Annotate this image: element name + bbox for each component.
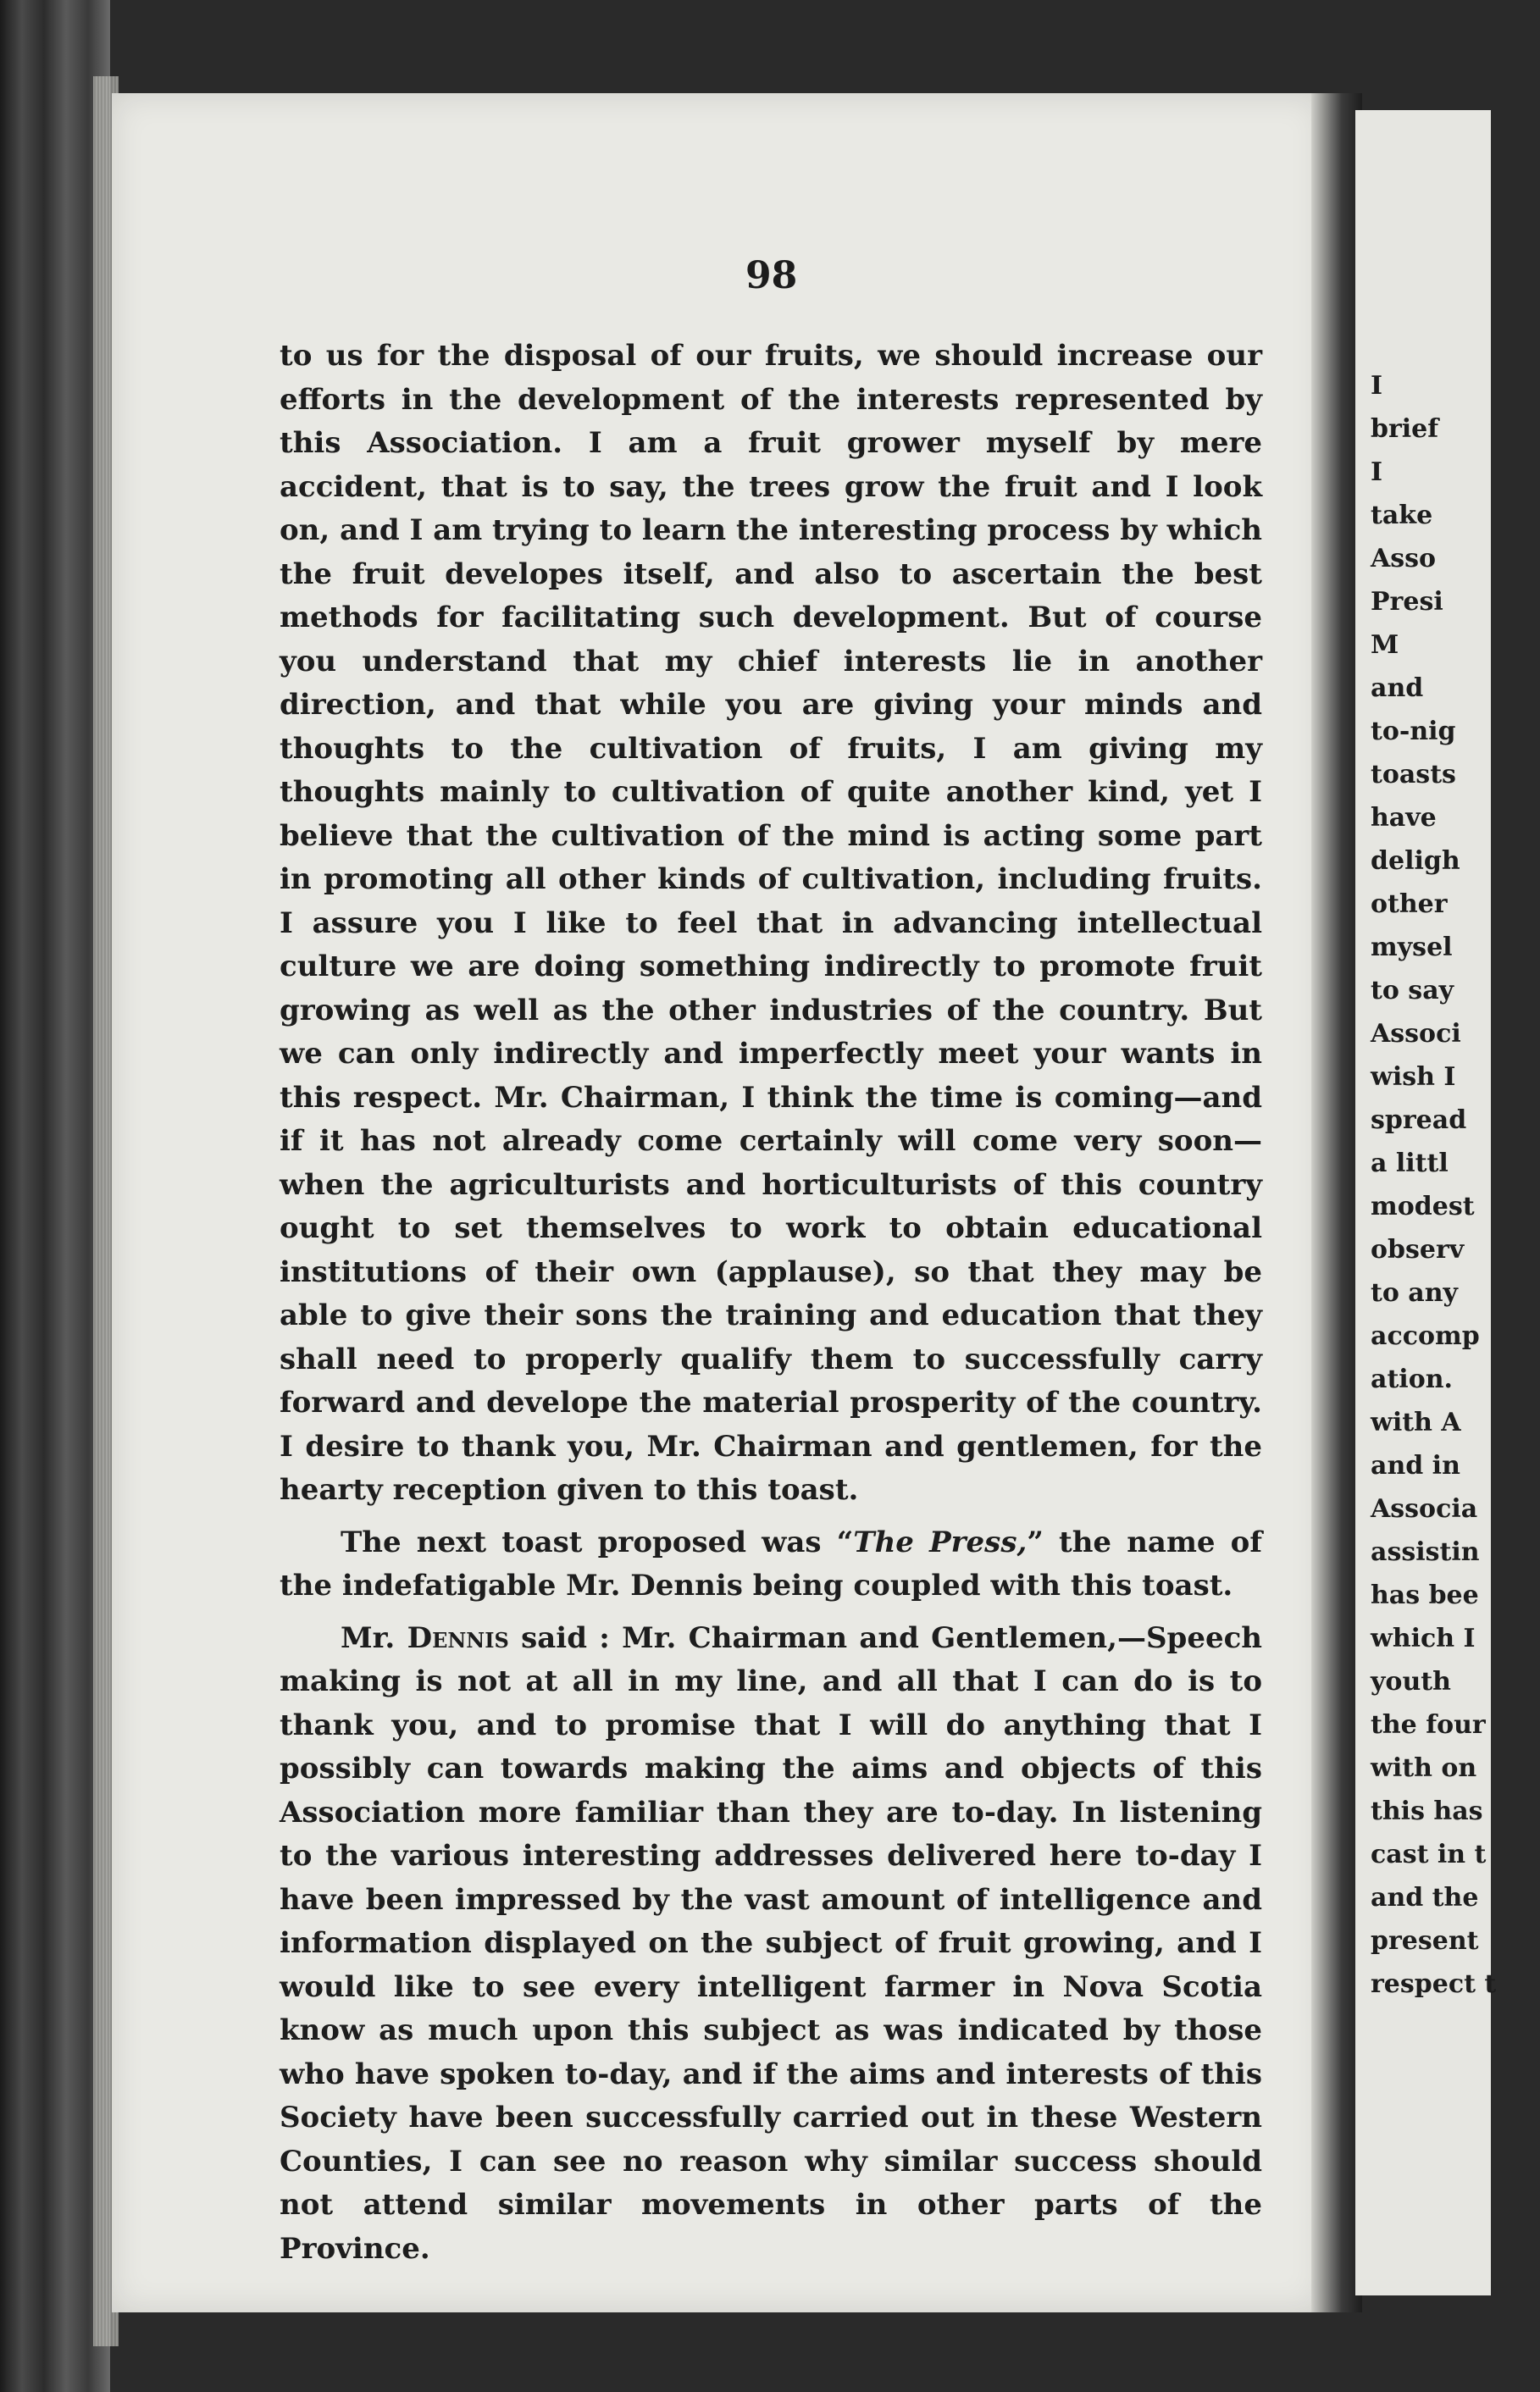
- page-number: 98: [745, 254, 798, 297]
- facing-page-line: I: [1371, 457, 1383, 487]
- facing-page-line: take: [1371, 501, 1433, 530]
- facing-page-line: this has: [1371, 1797, 1483, 1826]
- facing-page-text: [1371, 364, 1540, 2006]
- facing-page-edge: [1355, 110, 1497, 2295]
- facing-page-line: and the: [1371, 1883, 1479, 1913]
- facing-page-line: other: [1371, 889, 1448, 919]
- facing-page-line: youth: [1371, 1667, 1451, 1697]
- facing-page-line: deligh: [1371, 846, 1460, 876]
- facing-page-line: spread: [1371, 1105, 1467, 1135]
- speaker-name: Dennis: [407, 1620, 509, 1655]
- facing-page-line: toasts: [1371, 760, 1456, 789]
- facing-page-line: a littl: [1371, 1149, 1449, 1178]
- facing-page-line: present: [1371, 1926, 1479, 1956]
- facing-page-line: Asso: [1371, 544, 1437, 573]
- facing-page-line: the four: [1371, 1710, 1486, 1740]
- facing-page-line: which I: [1371, 1624, 1476, 1653]
- paragraph-1: to us for the disposal of our fruits, we should increase our efforts in the development of the interests represented by this Association. I am a fruit grower myself by mere accident, that is to say, the trees grow the fruit and I look on, and I am trying to learn the interesting process by which the fruit developes itself, and also to ascertain the best methods for facilitating such development. But of course you understand that my chief interests lie in another direction, and that while you are giving your minds and thoughts to the cultivation of fruits, I am giving my thoughts mainly to cultivation of quite another kind, yet I believe that the cultivation of the mind is acting some part in promoting all other kinds of cultivation, including fruits. I assure you I like to feel that in advancing intellectual culture we are doing something indirectly to promote fruit growing as well as the other industries of the country. But we can only indirectly and imperfectly meet your wants in this respect. Mr. Chairman, I think the time is coming—and if it has not already come certainly will come very soon—when the agriculturists and horticulturists of this country ought to set themselves to work to obtain educational institutions of their own (applause), so that they may be able to give their sons the training and education that they shall need to properly qualify them to successfully carry forward and develope the material prosperity of the country. I desire to thank you, Mr. Chairman and gentlemen, for the hearty reception given to this toast.: [280, 339, 1262, 1507]
- facing-page-line: to say: [1371, 976, 1454, 1005]
- facing-page-line: Presi: [1371, 587, 1443, 617]
- facing-page-line: mysel: [1371, 933, 1453, 962]
- facing-page-line: Associ: [1371, 1019, 1461, 1049]
- speaker-prefix: Mr.: [341, 1620, 407, 1655]
- facing-page-line: M: [1371, 630, 1399, 660]
- facing-page-line: with A: [1371, 1408, 1461, 1437]
- paragraph-3: [280, 1617, 1262, 2272]
- toast-title: The Press,: [853, 1525, 1028, 1559]
- facing-page-line: to-nig: [1371, 717, 1456, 746]
- paragraph-2-rest: ” the name of the indefatigable Mr. Dennis being coupled with this toast.: [280, 1525, 1262, 1603]
- facing-page-line: ation.: [1371, 1365, 1453, 1394]
- facing-page-line: with on: [1371, 1753, 1477, 1783]
- page-text: [280, 335, 1262, 2271]
- facing-page-line: observ: [1371, 1235, 1465, 1265]
- facing-page-line: assistin: [1371, 1537, 1480, 1567]
- facing-page-line: wish I: [1371, 1062, 1456, 1092]
- paragraph-3-body: said : Mr. Chairman and Gentlemen,—Speech making is not at all in my line, and all that I can do is to thank you, and to promise that I will do anything that I possibly can towards making the aims and objects of this Association more familiar than they are to-day. In listening to the various interesting addresses delivered here to-day I have been impressed by the vast amount of intelligence and information displayed on the subject of fruit growing, and I would like to see every intelligent farmer in Nova Scotia know as much upon this subject as was indicated by those who have spoken to-day, and if the aims and interests of this Society have been successfully carried out in these Western Counties, I can see no reason why similar success should not attend similar movements in other parts of the Province.: [280, 1620, 1263, 2266]
- paragraph-2-lead: The next toast proposed was “: [341, 1525, 854, 1559]
- facing-page-line: respect t: [1371, 1969, 1497, 1999]
- facing-page-line: I: [1371, 371, 1383, 401]
- facing-page-line: have: [1371, 803, 1437, 833]
- facing-page-line: brief: [1371, 414, 1439, 444]
- facing-page-line: cast in t: [1371, 1840, 1487, 1869]
- book-gutter: [1311, 93, 1362, 2312]
- facing-page-line: to any: [1371, 1278, 1458, 1308]
- facing-page-line: and: [1371, 673, 1424, 703]
- facing-page-line: has bee: [1371, 1581, 1479, 1610]
- facing-page-line: and in: [1371, 1451, 1460, 1481]
- facing-page-line: accomp: [1371, 1321, 1480, 1351]
- facing-page-line: Associa: [1371, 1494, 1478, 1524]
- paragraph-2: [280, 1521, 1262, 1609]
- facing-page-line: modest: [1371, 1192, 1475, 1221]
